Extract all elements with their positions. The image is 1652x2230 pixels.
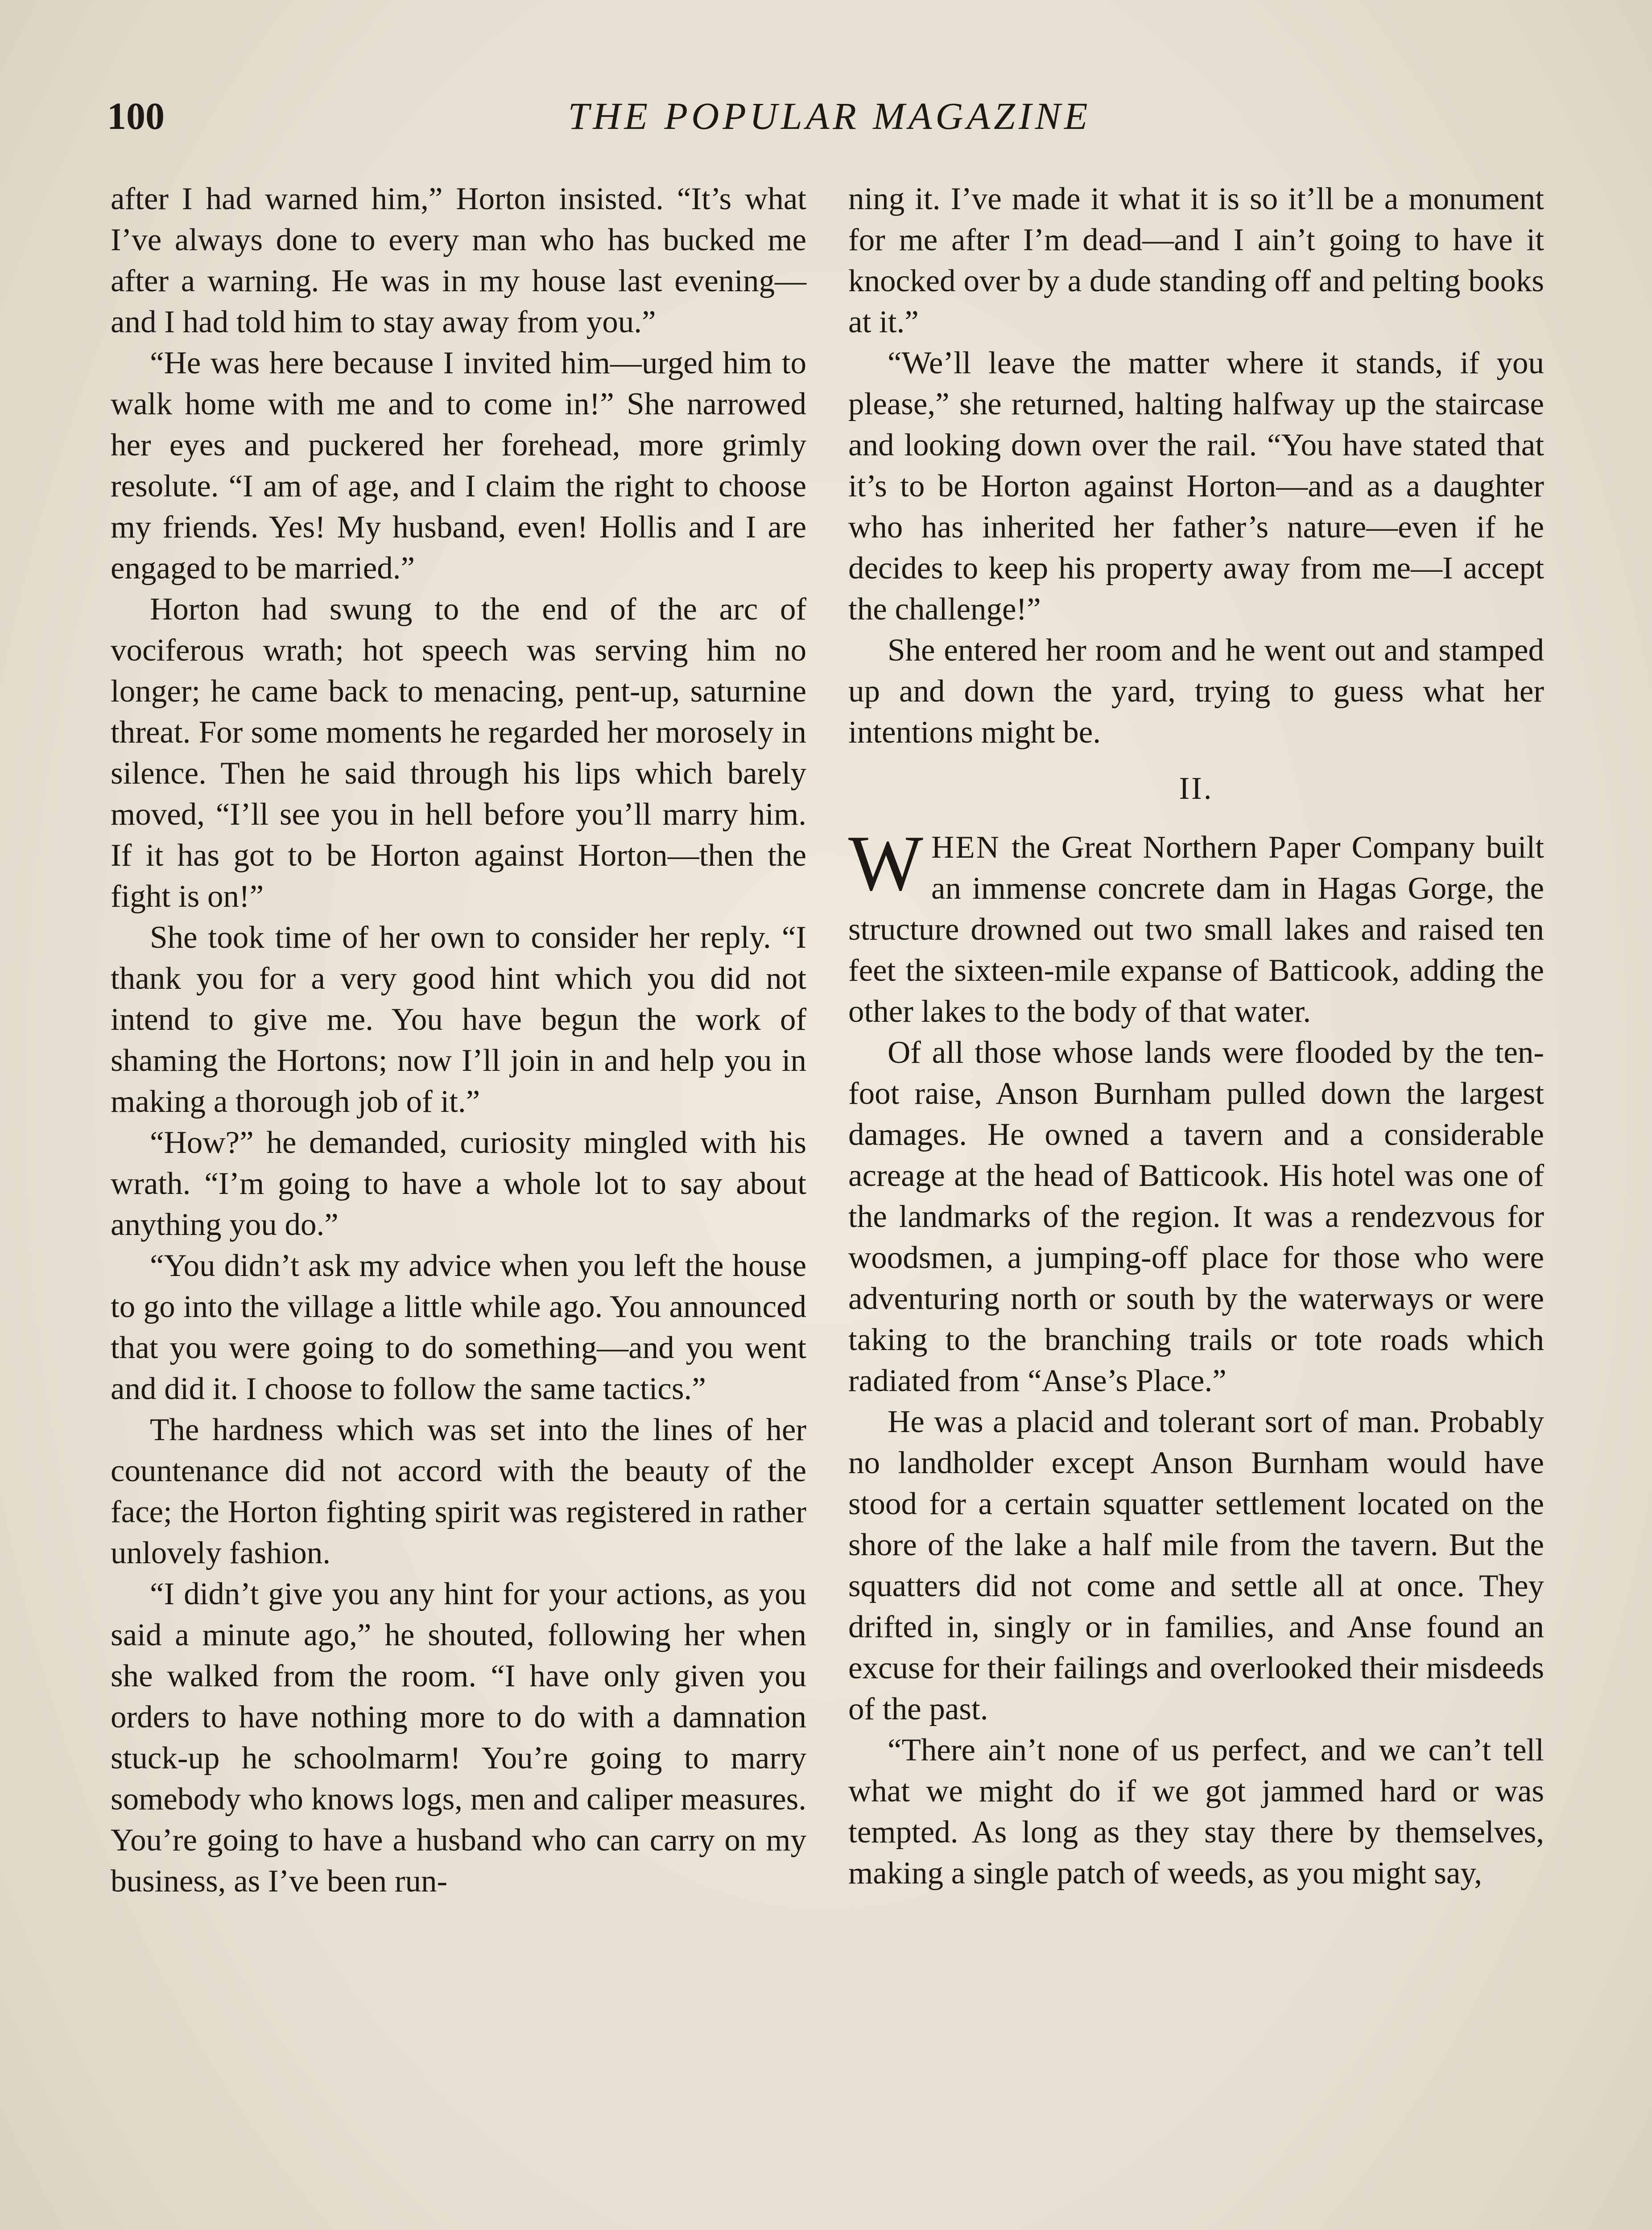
paragraph: “I didn’t give you any hint for your actions, as you said a minute ago,” he shouted, following her when she walked from the room. “I have only given you orders to have nothing more to do with a damnation stuck-up he schoolmarm! You’re going to marry somebody who knows logs, men and caliper measures. You’re going to have a husband who can carry on my business, as I’ve been run- [111, 1577, 806, 1899]
paragraph: ning it. I’ve made it what it is so it’ll be a monument for me after I’m dead—and I ain’t going to have it knocked over by a dude standing off and pelting books at it.” [848, 182, 1544, 339]
paragraph: He was a placid and tolerant sort of man. Probably no landholder except Anson Burnham would have stood for a certain squatter settlement located on the shore of the lake a half mile from the tavern. But the squatters did not come and settle all at once. They drifted in, singly or in families, and Anse found an excuse for their failings and overlooked their misdeeds of the past. [848, 1404, 1544, 1726]
paragraph: “You didn’t ask my advice when you left the house to go into the village a little while ago. You announced that you were going to do something—and you went and did it. I choose to follow the same tactics.” [111, 1248, 806, 1406]
paragraph: “How?” he demanded, curiosity mingled with his wrath. “I’m going to have a whole lot to say about anything you do.” [111, 1125, 806, 1242]
left-column [111, 178, 806, 1902]
drop-cap: W [848, 819, 924, 907]
opening-words: HEN [931, 830, 1000, 865]
paragraph: The hardness which was set into the lines of her countenance did not accord with the beauty of the face; the Horton fighting spirit was registered in rather unlovely fashion. [111, 1412, 806, 1570]
section-heading: II. [1179, 771, 1214, 806]
paragraph: after I had warned him,” Horton insisted. “It’s what I’ve always done to every man who has bucked me after a warning. He was in my house last evening—and I had told him to stay away from you.” [111, 182, 806, 339]
paragraph: “There ain’t none of us perfect, and we can’t tell what we might do if we got jammed hard or was tempted. As long as they stay there by themselves, making a single patch of weeds, as you might say, [848, 1733, 1544, 1891]
paragraph: “We’ll leave the matter where it stands, if you please,” she returned, halting halfway up the staircase and looking down over the rail. “You have stated that it’s to be Horton against Horton—and as a daughter who has inherited her father’s nature—even if he decides to keep his property away from me—I accept the challenge!” [848, 346, 1544, 627]
page-number: 100 [107, 95, 165, 137]
opening-text: the Great Northern Paper Company built an immense concrete dam in Hagas Gorge, the structure drowned out two small lakes and raised ten feet the sixteen-mile expanse of Batticook, adding the other lakes to the body of that water. [848, 830, 1544, 1029]
running-head: THE POPULAR MAGAZINE [568, 95, 1091, 137]
right-column [848, 178, 1544, 1894]
paragraph: She took time of her own to consider her reply. “I thank you for a very good hint which you did not intend to give me. You have begun the work of shaming the Hortons; now I’ll join in and help you in making a thorough job of it.” [111, 920, 806, 1119]
paragraph: “He was here because I invited him—urged him to walk home with me and to come in!” She narrowed her eyes and puckered her forehead, more grimly resolute. “I am of age, and I claim the right to choose my friends. Yes! My husband, even! Hollis and I are engaged to be married.” [111, 346, 806, 586]
section-opening-paragraph [848, 819, 1544, 1032]
paragraph: Horton had swung to the end of the arc of vociferous wrath; hot speech was serving him no longer; he came back to menacing, pent-up, saturnine threat. For some moments he regarded her morosely in silence. Then he said through his lips which barely moved, “I’ll see you in hell before you’ll marry him. If it has got to be Horton against Horton—then the fight is on!” [111, 592, 806, 914]
paragraph: She entered her room and he went out and stamped up and down the yard, trying to guess what her intentions might be. [848, 633, 1544, 750]
paragraph: Of all those whose lands were flooded by the ten-foot raise, Anson Burnham pulled down the largest damages. He owned a tavern and a considerable acreage at the head of Batticook. His hotel was one of the landmarks of the region. It was a rendezvous for woodsmen, a jumping-off place for those who were adventuring north or south by the waterways or were taking to the branching trails or tote roads which radiated from “Anse’s Place.” [848, 1035, 1544, 1398]
